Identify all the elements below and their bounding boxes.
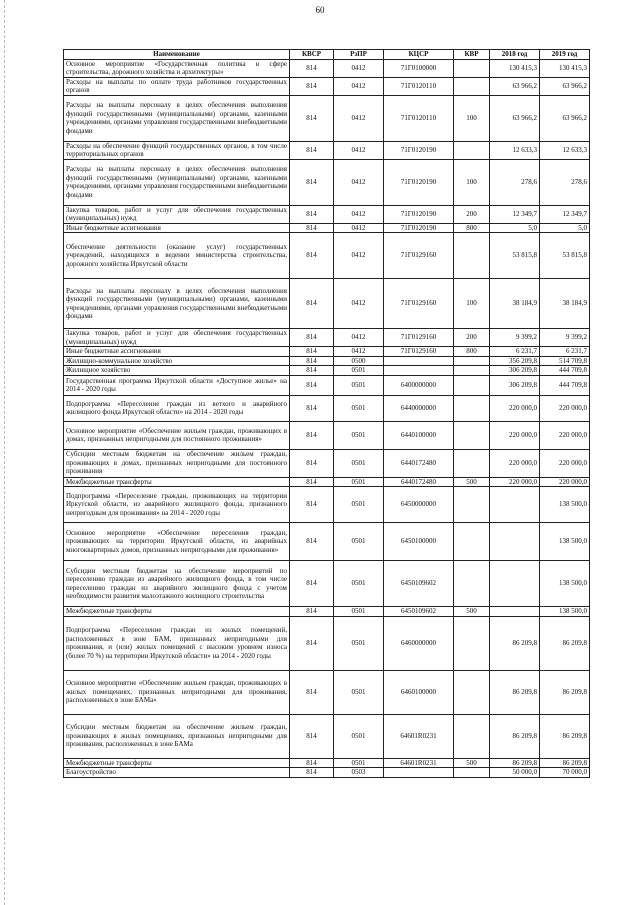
cell-rzpr: 0501 — [334, 561, 384, 607]
cell-rzpr: 0412 — [334, 279, 384, 329]
cell-kvr — [454, 523, 490, 561]
cell-name: Жилищное хозяйство — [64, 366, 290, 376]
cell-2019: 86 209,8 — [540, 714, 590, 758]
cell-kvsr: 814 — [290, 714, 334, 758]
table-row — [64, 758, 590, 768]
cell-rzpr: 0501 — [334, 714, 384, 758]
cell-name: Основное мероприятие «Государственная политика в сфере строительства, дорожного хозяйства и архитектуры» — [64, 59, 290, 77]
cell-kcsr: 71Г0120190 — [384, 141, 454, 159]
cell-kvr: 100 — [454, 159, 490, 205]
cell-2019: 9 399,2 — [540, 329, 590, 347]
cell-name: Расходы на выплаты по оплате труда работников государственных органов — [64, 77, 290, 95]
column-header-rzpr: РзПР — [334, 50, 384, 60]
cell-kvsr: 814 — [290, 159, 334, 205]
table-row — [64, 523, 590, 561]
cell-kcsr: 71Г0120190 — [384, 159, 454, 205]
cell-name: Закупка товаров, работ и услуг для обеспечения государственных (муниципальных) нужд — [64, 205, 290, 223]
cell-kvr — [454, 141, 490, 159]
cell-kvsr: 814 — [290, 366, 334, 376]
cell-rzpr: 0501 — [334, 449, 384, 477]
cell-rzpr: 0503 — [334, 768, 384, 778]
cell-name: Иные бюджетные ассигнования — [64, 347, 290, 357]
cell-2019: 514 709,8 — [540, 356, 590, 366]
table-row — [64, 141, 590, 159]
cell-2019: 220 000,0 — [540, 395, 590, 421]
cell-2018: 50 000,0 — [490, 768, 540, 778]
cell-2018: 63 966,2 — [490, 77, 540, 95]
table-row — [64, 487, 590, 523]
table-row — [64, 768, 590, 778]
cell-2019: 138 500,0 — [540, 523, 590, 561]
table-row — [64, 279, 590, 329]
table-row — [64, 233, 590, 279]
cell-kvr — [454, 421, 490, 449]
cell-kvr — [454, 714, 490, 758]
cell-name: Основное мероприятие «Обеспечение жильем граждан, проживающих в жилых помещениях, признанных непригодными для проживания, расположенных в зоне БАМа» — [64, 670, 290, 714]
column-header-kcsr: КЦСР — [384, 50, 454, 60]
cell-kvsr: 814 — [290, 347, 334, 357]
table-row — [64, 59, 590, 77]
table-row — [64, 561, 590, 607]
cell-kcsr: 64601R0231 — [384, 714, 454, 758]
column-header-2018: 2018 год — [490, 50, 540, 60]
table-row — [64, 205, 590, 223]
cell-kvsr: 814 — [290, 523, 334, 561]
cell-2019: 86 209,8 — [540, 670, 590, 714]
cell-2018: 86 209,8 — [490, 758, 540, 768]
cell-rzpr: 0501 — [334, 616, 384, 670]
cell-2018: 306 209,8 — [490, 375, 540, 395]
cell-2018 — [490, 487, 540, 523]
cell-name: Основное мероприятие «Обеспечение переселения граждан, проживающих на территории Иркутской области, из аварийных многоквартирных домов, признанных непригодными для проживания» — [64, 523, 290, 561]
cell-name: Субсидии местным бюджетам на обеспечение жильем граждан, проживающих в жилых помещениях, признанных непригодными для проживания, расположенных в зоне БАМа — [64, 714, 290, 758]
cell-rzpr: 0412 — [334, 205, 384, 223]
cell-kvsr: 814 — [290, 768, 334, 778]
cell-kcsr: 6400000000 — [384, 375, 454, 395]
cell-name: Межбюджетные трансферты — [64, 607, 290, 617]
cell-kvsr: 814 — [290, 449, 334, 477]
cell-kvsr: 814 — [290, 59, 334, 77]
cell-kcsr — [384, 366, 454, 376]
cell-kcsr: 71Г0120110 — [384, 95, 454, 141]
table-row — [64, 347, 590, 357]
cell-2018: 130 415,3 — [490, 59, 540, 77]
cell-2018: 5,0 — [490, 223, 540, 233]
cell-rzpr: 0500 — [334, 356, 384, 366]
table-row — [64, 616, 590, 670]
cell-kvsr: 814 — [290, 607, 334, 617]
cell-name: Подпрограмма «Переселение граждан из ветхого и аварийного жилищного фонда Иркутской области» на 2014 - 2020 годы — [64, 395, 290, 421]
table-row — [64, 77, 590, 95]
cell-kvr — [454, 356, 490, 366]
cell-2019: 63 966,2 — [540, 77, 590, 95]
cell-kcsr: 71Г0120190 — [384, 223, 454, 233]
cell-kvr — [454, 59, 490, 77]
table-row — [64, 329, 590, 347]
cell-kvr — [454, 366, 490, 376]
cell-kcsr: 6450000000 — [384, 487, 454, 523]
cell-name: Расходы на выплаты персоналу в целях обеспечения выполнения функций государственными (муниципальными) органами, казенными учреждениями, органами управления государственными внебюджетными фондами — [64, 279, 290, 329]
table-row — [64, 670, 590, 714]
cell-name: Подпрограмма «Переселение граждан, проживающих на территории Иркутской области, из аварийного жилищного фонда, признанного непригодным для проживания» на 2014 - 2020 годы — [64, 487, 290, 523]
cell-2019: 444 709,8 — [540, 375, 590, 395]
cell-kvsr: 814 — [290, 356, 334, 366]
cell-kvsr: 814 — [290, 670, 334, 714]
budget-table — [63, 49, 590, 778]
cell-rzpr: 0501 — [334, 395, 384, 421]
cell-rzpr: 0412 — [334, 95, 384, 141]
cell-2018: 86 209,8 — [490, 616, 540, 670]
cell-2019: 278,6 — [540, 159, 590, 205]
cell-name: Расходы на обеспечение функций государственных органов, в том числе территориальных органов — [64, 141, 290, 159]
cell-2018: 220 000,0 — [490, 477, 540, 487]
cell-kcsr: 71Г0129160 — [384, 233, 454, 279]
cell-name: Расходы на выплаты персоналу в целях обеспечения выполнения функций государственными (муниципальными) органами, казенными учреждениями, органами управления государственными внебюджетными фондами — [64, 159, 290, 205]
cell-rzpr: 0501 — [334, 421, 384, 449]
cell-kcsr: 6440000000 — [384, 395, 454, 421]
cell-rzpr: 0501 — [334, 477, 384, 487]
cell-name: Расходы на выплаты персоналу в целях обеспечения выполнения функций государственными (муниципальными) органами, казенными учреждениями, органами управления государственными внебюджетными фондами — [64, 95, 290, 141]
cell-kcsr: 71Г0100000 — [384, 59, 454, 77]
cell-name: Основное мероприятие «Обеспечение жильем граждан, проживающих в домах, признанных непригодными для постоянного проживания» — [64, 421, 290, 449]
cell-kcsr: 64601R0231 — [384, 758, 454, 768]
cell-2019: 130 415,3 — [540, 59, 590, 77]
cell-kvsr: 814 — [290, 616, 334, 670]
table-row — [64, 223, 590, 233]
cell-rzpr: 0501 — [334, 758, 384, 768]
cell-kvr: 800 — [454, 347, 490, 357]
table-row — [64, 714, 590, 758]
cell-kvr — [454, 449, 490, 477]
cell-2019: 12 349,7 — [540, 205, 590, 223]
cell-kvsr: 814 — [290, 561, 334, 607]
column-header-name: Наименование — [64, 50, 290, 60]
cell-rzpr: 0412 — [334, 329, 384, 347]
cell-name: Благоустройство — [64, 768, 290, 778]
cell-2018: 306 209,8 — [490, 366, 540, 376]
cell-name: Иные бюджетные ассигнования — [64, 223, 290, 233]
cell-2019: 12 633,3 — [540, 141, 590, 159]
cell-rzpr: 0501 — [334, 670, 384, 714]
table-row — [64, 607, 590, 617]
page-edge-line — [4, 0, 6, 905]
cell-2018: 38 184,9 — [490, 279, 540, 329]
table-row — [64, 449, 590, 477]
cell-kvr — [454, 77, 490, 95]
table-row — [64, 366, 590, 376]
cell-kcsr: 6460100000 — [384, 670, 454, 714]
cell-kcsr: 71Г0120110 — [384, 77, 454, 95]
cell-kcsr: 6440172480 — [384, 477, 454, 487]
cell-rzpr: 0412 — [334, 77, 384, 95]
cell-2019: 53 815,8 — [540, 233, 590, 279]
cell-2019: 220 000,0 — [540, 421, 590, 449]
cell-kvsr: 814 — [290, 77, 334, 95]
cell-rzpr: 0501 — [334, 375, 384, 395]
cell-2018 — [490, 523, 540, 561]
table-header-row — [64, 50, 590, 60]
cell-rzpr: 0412 — [334, 347, 384, 357]
cell-kvsr: 814 — [290, 279, 334, 329]
cell-name: Жилищно-коммунальное хозяйство — [64, 356, 290, 366]
cell-kcsr — [384, 356, 454, 366]
cell-2018: 63 966,2 — [490, 95, 540, 141]
cell-2018: 220 000,0 — [490, 449, 540, 477]
cell-rzpr: 0501 — [334, 607, 384, 617]
cell-2019: 138 500,0 — [540, 487, 590, 523]
cell-kvr: 500 — [454, 607, 490, 617]
cell-kvr: 200 — [454, 329, 490, 347]
cell-name: Подпрограмма «Переселение граждан из жилых помещений, расположенных в зоне БАМ, признанных непригодными для проживания, и (или) жилых помещений с высоким уровнем износа (более 70 %) на территории Иркутской области» на 2014 - 2020 годы — [64, 616, 290, 670]
table-row — [64, 356, 590, 366]
column-header-kvr: КВР — [454, 50, 490, 60]
cell-2019: 220 000,0 — [540, 449, 590, 477]
cell-name: Обеспечение деятельности (оказание услуг) государственных учреждений, находящихся в ведении министерства строительства, дорожного хозяйства Иркутской области — [64, 233, 290, 279]
cell-kcsr — [384, 768, 454, 778]
cell-kcsr: 71Г0129160 — [384, 347, 454, 357]
cell-kvsr: 814 — [290, 758, 334, 768]
cell-2019: 38 184,9 — [540, 279, 590, 329]
table-row — [64, 421, 590, 449]
cell-2018: 220 000,0 — [490, 395, 540, 421]
cell-kcsr: 71Г0120190 — [384, 205, 454, 223]
table-body — [64, 59, 590, 777]
cell-kvr — [454, 768, 490, 778]
cell-rzpr: 0412 — [334, 223, 384, 233]
column-header-2019: 2019 год — [540, 50, 590, 60]
cell-2018: 12 349,7 — [490, 205, 540, 223]
cell-kvsr: 814 — [290, 141, 334, 159]
cell-kvr: 800 — [454, 223, 490, 233]
cell-kvsr: 814 — [290, 223, 334, 233]
cell-2018: 86 209,8 — [490, 670, 540, 714]
cell-name: Межбюджетные трансферты — [64, 477, 290, 487]
cell-kvsr: 814 — [290, 329, 334, 347]
cell-kvr — [454, 670, 490, 714]
cell-kvsr: 814 — [290, 477, 334, 487]
cell-kvr — [454, 487, 490, 523]
cell-kvr: 100 — [454, 279, 490, 329]
cell-kvr — [454, 561, 490, 607]
cell-rzpr: 0501 — [334, 523, 384, 561]
cell-kvr — [454, 233, 490, 279]
cell-kvr — [454, 395, 490, 421]
cell-2018: 278,6 — [490, 159, 540, 205]
cell-2018: 86 209,8 — [490, 714, 540, 758]
cell-2018: 9 399,2 — [490, 329, 540, 347]
cell-kvr: 500 — [454, 477, 490, 487]
cell-2018 — [490, 607, 540, 617]
table-row — [64, 395, 590, 421]
cell-kcsr: 6440172480 — [384, 449, 454, 477]
cell-kvr — [454, 616, 490, 670]
cell-2019: 86 209,8 — [540, 758, 590, 768]
cell-kcsr: 6450100000 — [384, 523, 454, 561]
cell-2018: 356 209,8 — [490, 356, 540, 366]
cell-kcsr: 6460000000 — [384, 616, 454, 670]
cell-kcsr: 6440100000 — [384, 421, 454, 449]
cell-kvsr: 814 — [290, 95, 334, 141]
cell-2018: 12 633,3 — [490, 141, 540, 159]
cell-rzpr: 0412 — [334, 141, 384, 159]
cell-2019: 70 000,0 — [540, 768, 590, 778]
cell-2018 — [490, 561, 540, 607]
cell-kcsr: 71Г0129160 — [384, 279, 454, 329]
cell-kvsr: 814 — [290, 205, 334, 223]
table-row — [64, 95, 590, 141]
cell-kvr: 100 — [454, 95, 490, 141]
cell-name: Закупка товаров, работ и услуг для обеспечения государственных (муниципальных) нужд — [64, 329, 290, 347]
column-header-kvsr: КВСР — [290, 50, 334, 60]
table-row — [64, 159, 590, 205]
cell-2019: 138 500,0 — [540, 561, 590, 607]
cell-2018: 6 231,7 — [490, 347, 540, 357]
cell-name: Межбюджетные трансферты — [64, 758, 290, 768]
cell-2018: 220 000,0 — [490, 421, 540, 449]
cell-kvsr: 814 — [290, 421, 334, 449]
cell-name: Государственная программа Иркутской области «Доступное жилье» на 2014 - 2020 годы — [64, 375, 290, 395]
cell-kvsr: 814 — [290, 395, 334, 421]
cell-rzpr: 0501 — [334, 366, 384, 376]
cell-name: Субсидии местным бюджетам на обеспечение жильем граждан, проживающих в домах, признанных непригодными для постоянного проживания — [64, 449, 290, 477]
cell-2018: 53 815,8 — [490, 233, 540, 279]
cell-2019: 86 209,8 — [540, 616, 590, 670]
cell-2019: 138 500,0 — [540, 607, 590, 617]
cell-2019: 444 709,8 — [540, 366, 590, 376]
cell-kcsr: 71Г0129160 — [384, 329, 454, 347]
cell-2019: 5,0 — [540, 223, 590, 233]
cell-rzpr: 0412 — [334, 233, 384, 279]
cell-rzpr: 0412 — [334, 59, 384, 77]
cell-kcsr: 6450109602 — [384, 561, 454, 607]
cell-kvsr: 814 — [290, 375, 334, 395]
cell-2019: 63 966,2 — [540, 95, 590, 141]
table-row — [64, 375, 590, 395]
cell-kvr: 500 — [454, 758, 490, 768]
cell-kvsr: 814 — [290, 487, 334, 523]
page-number: 60 — [315, 5, 325, 15]
cell-name: Субсидии местным бюджетам на обеспечение мероприятий по переселению граждан из аварийного жилищного фонда, в том числе переселению граждан из аварийного жилищного фонда с учетом необходимости развития малоэтажного жилищного строительства — [64, 561, 290, 607]
cell-rzpr: 0412 — [334, 159, 384, 205]
cell-kvr — [454, 375, 490, 395]
cell-2019: 6 231,7 — [540, 347, 590, 357]
table-row — [64, 477, 590, 487]
cell-rzpr: 0501 — [334, 487, 384, 523]
cell-2019: 220 000,0 — [540, 477, 590, 487]
cell-kcsr: 6450109602 — [384, 607, 454, 617]
cell-kvsr: 814 — [290, 233, 334, 279]
cell-kvr: 200 — [454, 205, 490, 223]
